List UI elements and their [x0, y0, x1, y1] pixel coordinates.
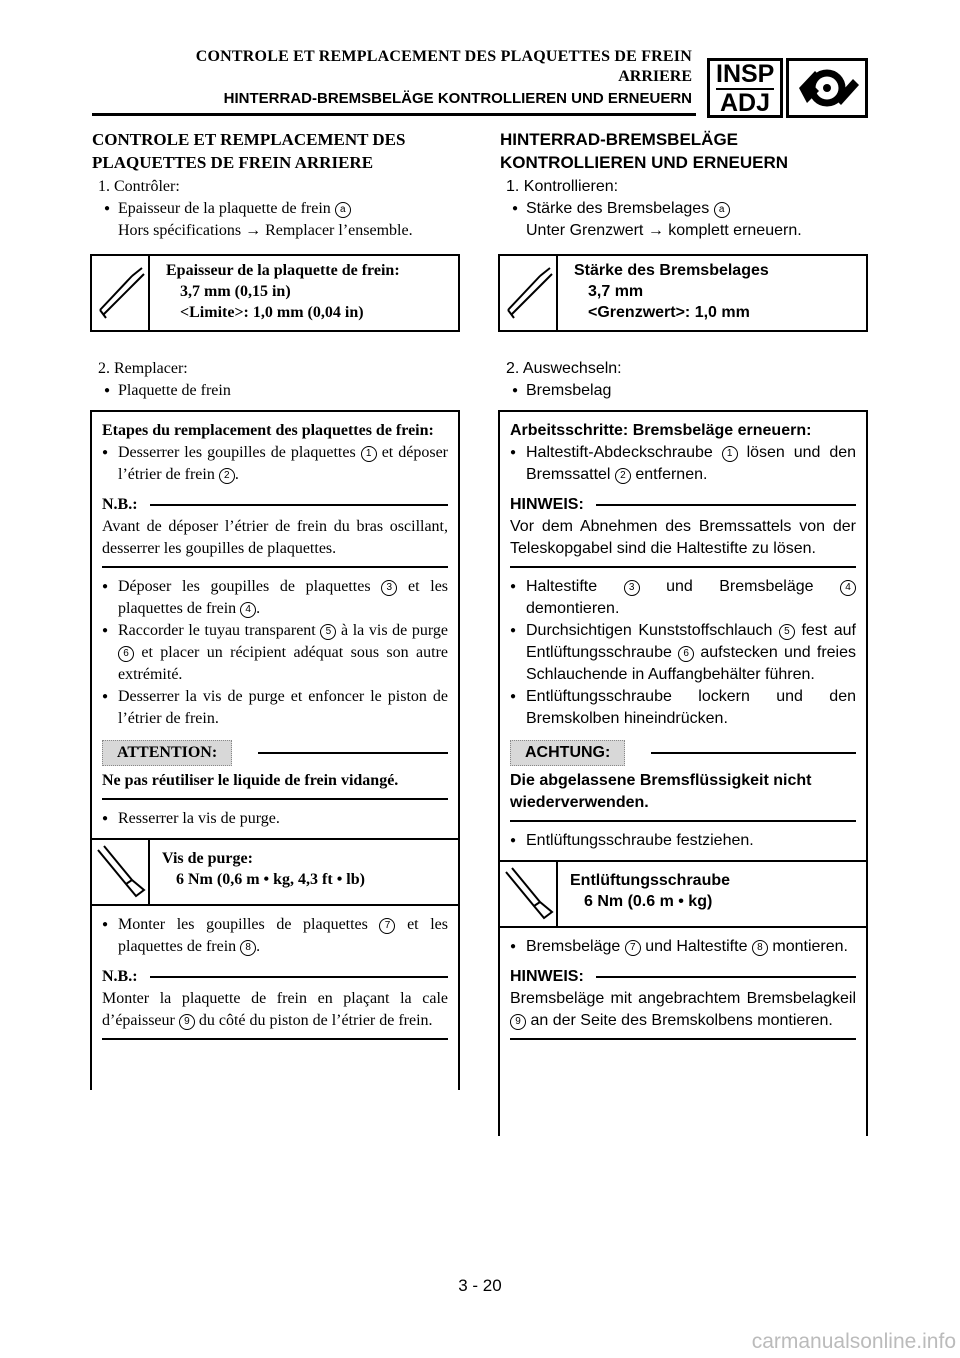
de-note-text: Vor dem Abnehmen des Bremssattels von der Teleskopgabel sind die Haltestifte zu lösen.: [510, 518, 856, 557]
torque-wrench-icon: [92, 840, 150, 904]
de-proc-item: ● Entlüftungsschraube lockern und den Bremskolben hineindrücken.: [510, 688, 856, 727]
fr-spec-label: Epaisseur de la plaquette de frein:: [166, 262, 400, 279]
fr-note-header: N.B.:: [102, 966, 448, 988]
de-note-header: HINWEIS:: [510, 966, 856, 988]
fr-section-title: CONTROLE ET REMPLACEMENT DES PLAQUETTES DE FREIN ARRIERE: [92, 130, 406, 172]
fr-spec-limit: <Limite>: 1,0 mm (0,04 in): [180, 304, 364, 321]
fr-step-1-item: ● Epaisseur de la plaquette de frein a: [118, 198, 460, 220]
header-rule: [92, 113, 696, 116]
fr-proc-item: ● Desserrer la vis de purge et enfoncer le piston de l’étrier de frein.: [102, 688, 448, 727]
german-column: [498, 128, 868, 1136]
de-section-title: HINTERRAD-BREMSBELÄGE KONTROLLIEREN UND ERNEUERN: [500, 130, 789, 172]
de-step-2: 2. Auswechseln:: [506, 360, 622, 377]
de-proc-item: ● Entlüftungsschraube festziehen.: [510, 832, 754, 849]
fr-note-text: Avant de déposer l’étrier de frein du bras oscillant, desserrer les goupilles de plaquettes.: [102, 518, 448, 557]
badge-adj-label: ADJ: [719, 89, 770, 117]
de-spec-limit: <Grenzwert>: 1,0 mm: [588, 304, 750, 321]
fr-step-2: 2. Remplacer:: [98, 360, 188, 377]
header-title-fr: CONTROLE ET REMPLACEMENT DES PLAQUETTES DE FREIN: [195, 48, 692, 65]
fr-attention-text: Ne pas réutiliser le liquide de frein vidangé.: [102, 772, 399, 789]
fr-proc-item: ● Déposer les goupilles de plaquettes 3 et les plaquettes de frein 4 .: [102, 578, 449, 617]
fr-proc-item: ● Raccorder le tuyau transparent 5 à la vis de purge 6 et placer un récipient adéquat sous son autre extrémité.: [102, 622, 449, 683]
de-spec-box: [498, 254, 868, 332]
de-attention-header: ACHTUNG:: [510, 740, 856, 766]
fr-procedure-box: [90, 410, 460, 1090]
de-spec-label: Stärke des Bremsbelages: [574, 262, 769, 279]
de-attention-text: Die abgelassene Bremsflüssigkeit nicht wiederverwenden.: [510, 772, 812, 811]
fr-proc-item: ● Resserrer la vis de purge.: [102, 810, 280, 827]
de-proc-title: Arbeitsschritte: Bremsbeläge erneuern:: [510, 422, 812, 439]
french-column: [90, 128, 460, 1090]
fr-step-2-item: ● Plaquette de frein: [104, 382, 231, 399]
fr-step-1: 1. Contrôler:: [98, 178, 180, 195]
callout-a: a: [335, 202, 351, 218]
de-torque-label: Entlüftungsschraube: [570, 872, 731, 889]
fr-torque-label: Vis de purge:: [162, 850, 253, 867]
de-spec-value: 3,7 mm: [588, 283, 644, 300]
fr-proc-title: Etapes du remplacement des plaquettes de frein:: [102, 422, 434, 439]
de-torque-box: [500, 860, 866, 928]
fr-note-header: N.B.:: [102, 494, 448, 516]
de-step-1-item: ● Stärke des Bremsbelages a: [526, 198, 868, 220]
de-procedure-box: [498, 410, 868, 1136]
fr-attention-header: ATTENTION:: [102, 740, 448, 766]
fr-spec-box: [90, 254, 460, 332]
de-note-header: HINWEIS:: [510, 494, 856, 516]
de-step-1-result: Unter Grenzwert → komplett erneuern.: [526, 222, 802, 239]
badge-insp-label: INSP: [716, 60, 775, 88]
caliper-icon: [500, 256, 558, 330]
fr-note-text: Monter la plaquette de frein en plaçant la cale d’épaisseur 9 du côté du piston de l’étrier de frein.: [102, 990, 448, 1029]
header-title-de: HINTERRAD-BREMSBELÄGE KONTROLLIEREN UND ERNEUERN: [223, 90, 692, 107]
de-proc-item: ● Haltestifte 3 und Bremsbeläge 4 demontieren.: [510, 576, 856, 620]
fr-proc-item: ● Monter les goupilles de plaquettes 7 et les plaquettes de frein 8 .: [102, 916, 448, 955]
de-torque-value: 6 Nm (0.6 m • kg): [584, 893, 713, 910]
insp-adj-badge: [707, 58, 783, 118]
fr-proc-item: ● Desserrer les goupilles de plaquettes 1 et déposer l’étrier de frein 2 .: [102, 444, 449, 483]
fr-spec-value: 3,7 mm (0,15 in): [180, 283, 291, 300]
de-proc-item: ● Bremsbeläge 7 und Haltestifte 8 montieren.: [510, 938, 848, 955]
page-number: 3 - 20: [458, 1276, 502, 1295]
torque-wrench-icon: [500, 862, 558, 926]
header-title-fr-2: ARRIERE: [618, 68, 692, 85]
fr-torque-value: 6 Nm (0,6 m • kg, 4,3 ft • lb): [176, 871, 365, 888]
de-note-text: Bremsbeläge mit angebrachtem Bremsbelagkeil 9 an der Seite des Bremskolbens montieren.: [510, 990, 856, 1029]
fr-torque-box: [92, 838, 458, 906]
fr-step-1-result: Hors spécifications → Remplacer l’ensemble.: [118, 222, 413, 239]
de-proc-item: ● Haltestift-Abdeckschraube 1 lösen und den Bremssattel 2 entfernen.: [510, 444, 857, 483]
de-step-1: 1. Kontrollieren:: [506, 178, 619, 195]
de-proc-item: ● Durchsichtigen Kunststoffschlauch 5 fest auf Entlüftungsschraube 6 aufstecken und freies Schlauchende in Auffangbehälter führen.: [510, 622, 856, 683]
watermark: carmanualsonline.info: [751, 1330, 956, 1353]
caliper-icon: [92, 256, 150, 330]
wrench-icon: [786, 58, 868, 118]
de-step-2-item: ● Bremsbelag: [512, 382, 612, 399]
